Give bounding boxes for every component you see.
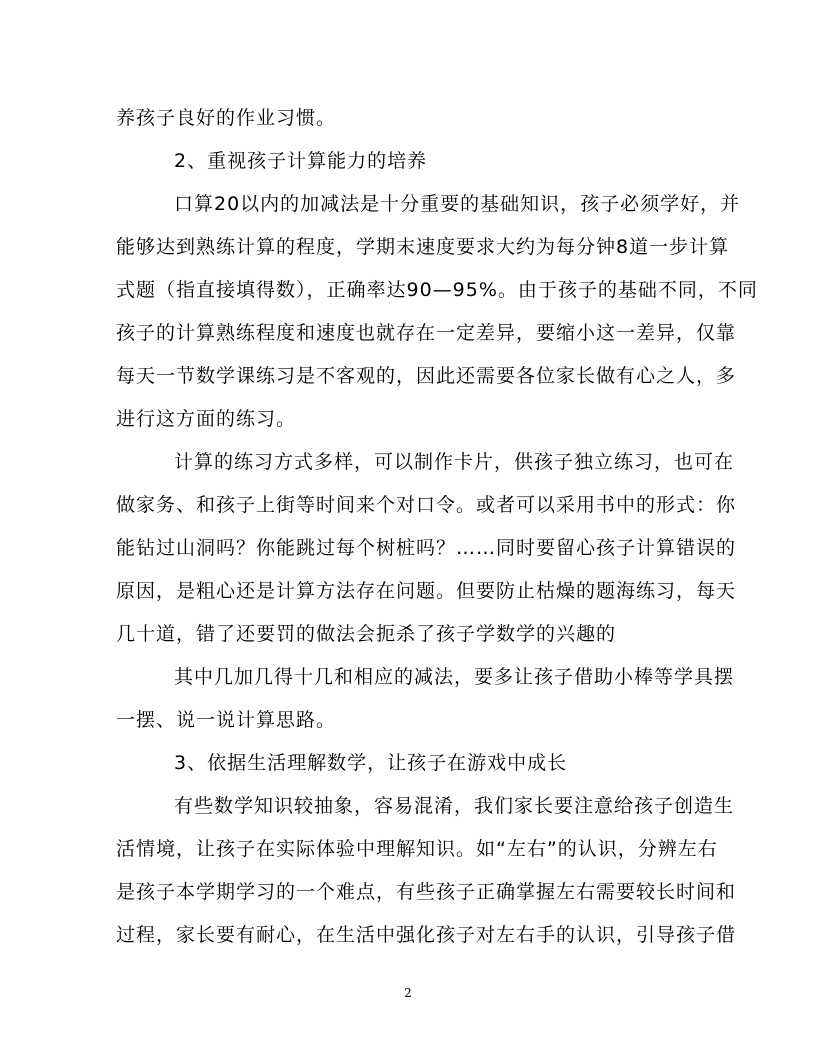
paragraph-line: 孩子的计算熟练程度和速度也就存在一定差异，要缩小这一差异，仅靠 — [116, 322, 737, 344]
paragraph-line: 计算的练习方式多样，可以制作卡片，供孩子独立练习，也可在 — [174, 451, 735, 473]
paragraph-line: 是孩子本学期学习的一个难点，有些孩子正确掌握左右需要较长时间和 — [116, 881, 737, 903]
paragraph-line: 能够达到熟练计算的程度，学期末速度要求大约为每分钟8道一步计算 — [116, 236, 730, 258]
paragraph-line: 做家务、和孩子上街等时间来个对口令。或者可以采用书中的形式：你 — [116, 494, 737, 516]
paragraph-line: 过程，家长要有耐心，在生活中强化孩子对左右手的认识，引导孩子借 — [116, 924, 737, 946]
paragraph-line: 口算20以内的加减法是十分重要的基础知识，孩子必须学好，并 — [174, 193, 741, 215]
paragraph-line: 原因，是粗心还是计算方法存在问题。但要防止枯燥的题海练习，每天 — [116, 580, 737, 602]
paragraph-line: 有些数学知识较抽象，容易混淆，我们家长要注意给孩子创造生 — [174, 795, 735, 817]
paragraph-line: 每天一节数学课练习是不客观的，因此还需要各位家长做有心之人，多 — [116, 365, 737, 387]
paragraph-line: 活情境，让孩子在实际体验中理解知识。如“左右”的认识，分辨左右 — [116, 838, 718, 860]
paragraph-line: 进行这方面的练习。 — [116, 408, 297, 430]
section-heading: 2、重视孩子计算能力的培养 — [174, 150, 428, 172]
paragraph-line: 式题（指直接填得数），正确率达90—95%。由于孩子的基础不同，不同 — [116, 279, 758, 301]
paragraph-line: 养孩子良好的作业习惯。 — [116, 107, 337, 129]
page-number: 2 — [404, 986, 412, 1000]
paragraph-line: 一摆、说一说计算思路。 — [116, 709, 337, 731]
paragraph-line: 能钻过山洞吗？你能跳过每个树桩吗？……同时要留心孩子计算错误的 — [116, 537, 737, 559]
paragraph-line: 其中几加几得十几和相应的减法，要多让孩子借助小棒等学具摆 — [174, 666, 735, 688]
paragraph-line: 几十道，错了还要罚的做法会扼杀了孩子学数学的兴趣的 — [116, 623, 617, 645]
section-heading: 3、依据生活理解数学，让孩子在游戏中成长 — [174, 752, 568, 774]
